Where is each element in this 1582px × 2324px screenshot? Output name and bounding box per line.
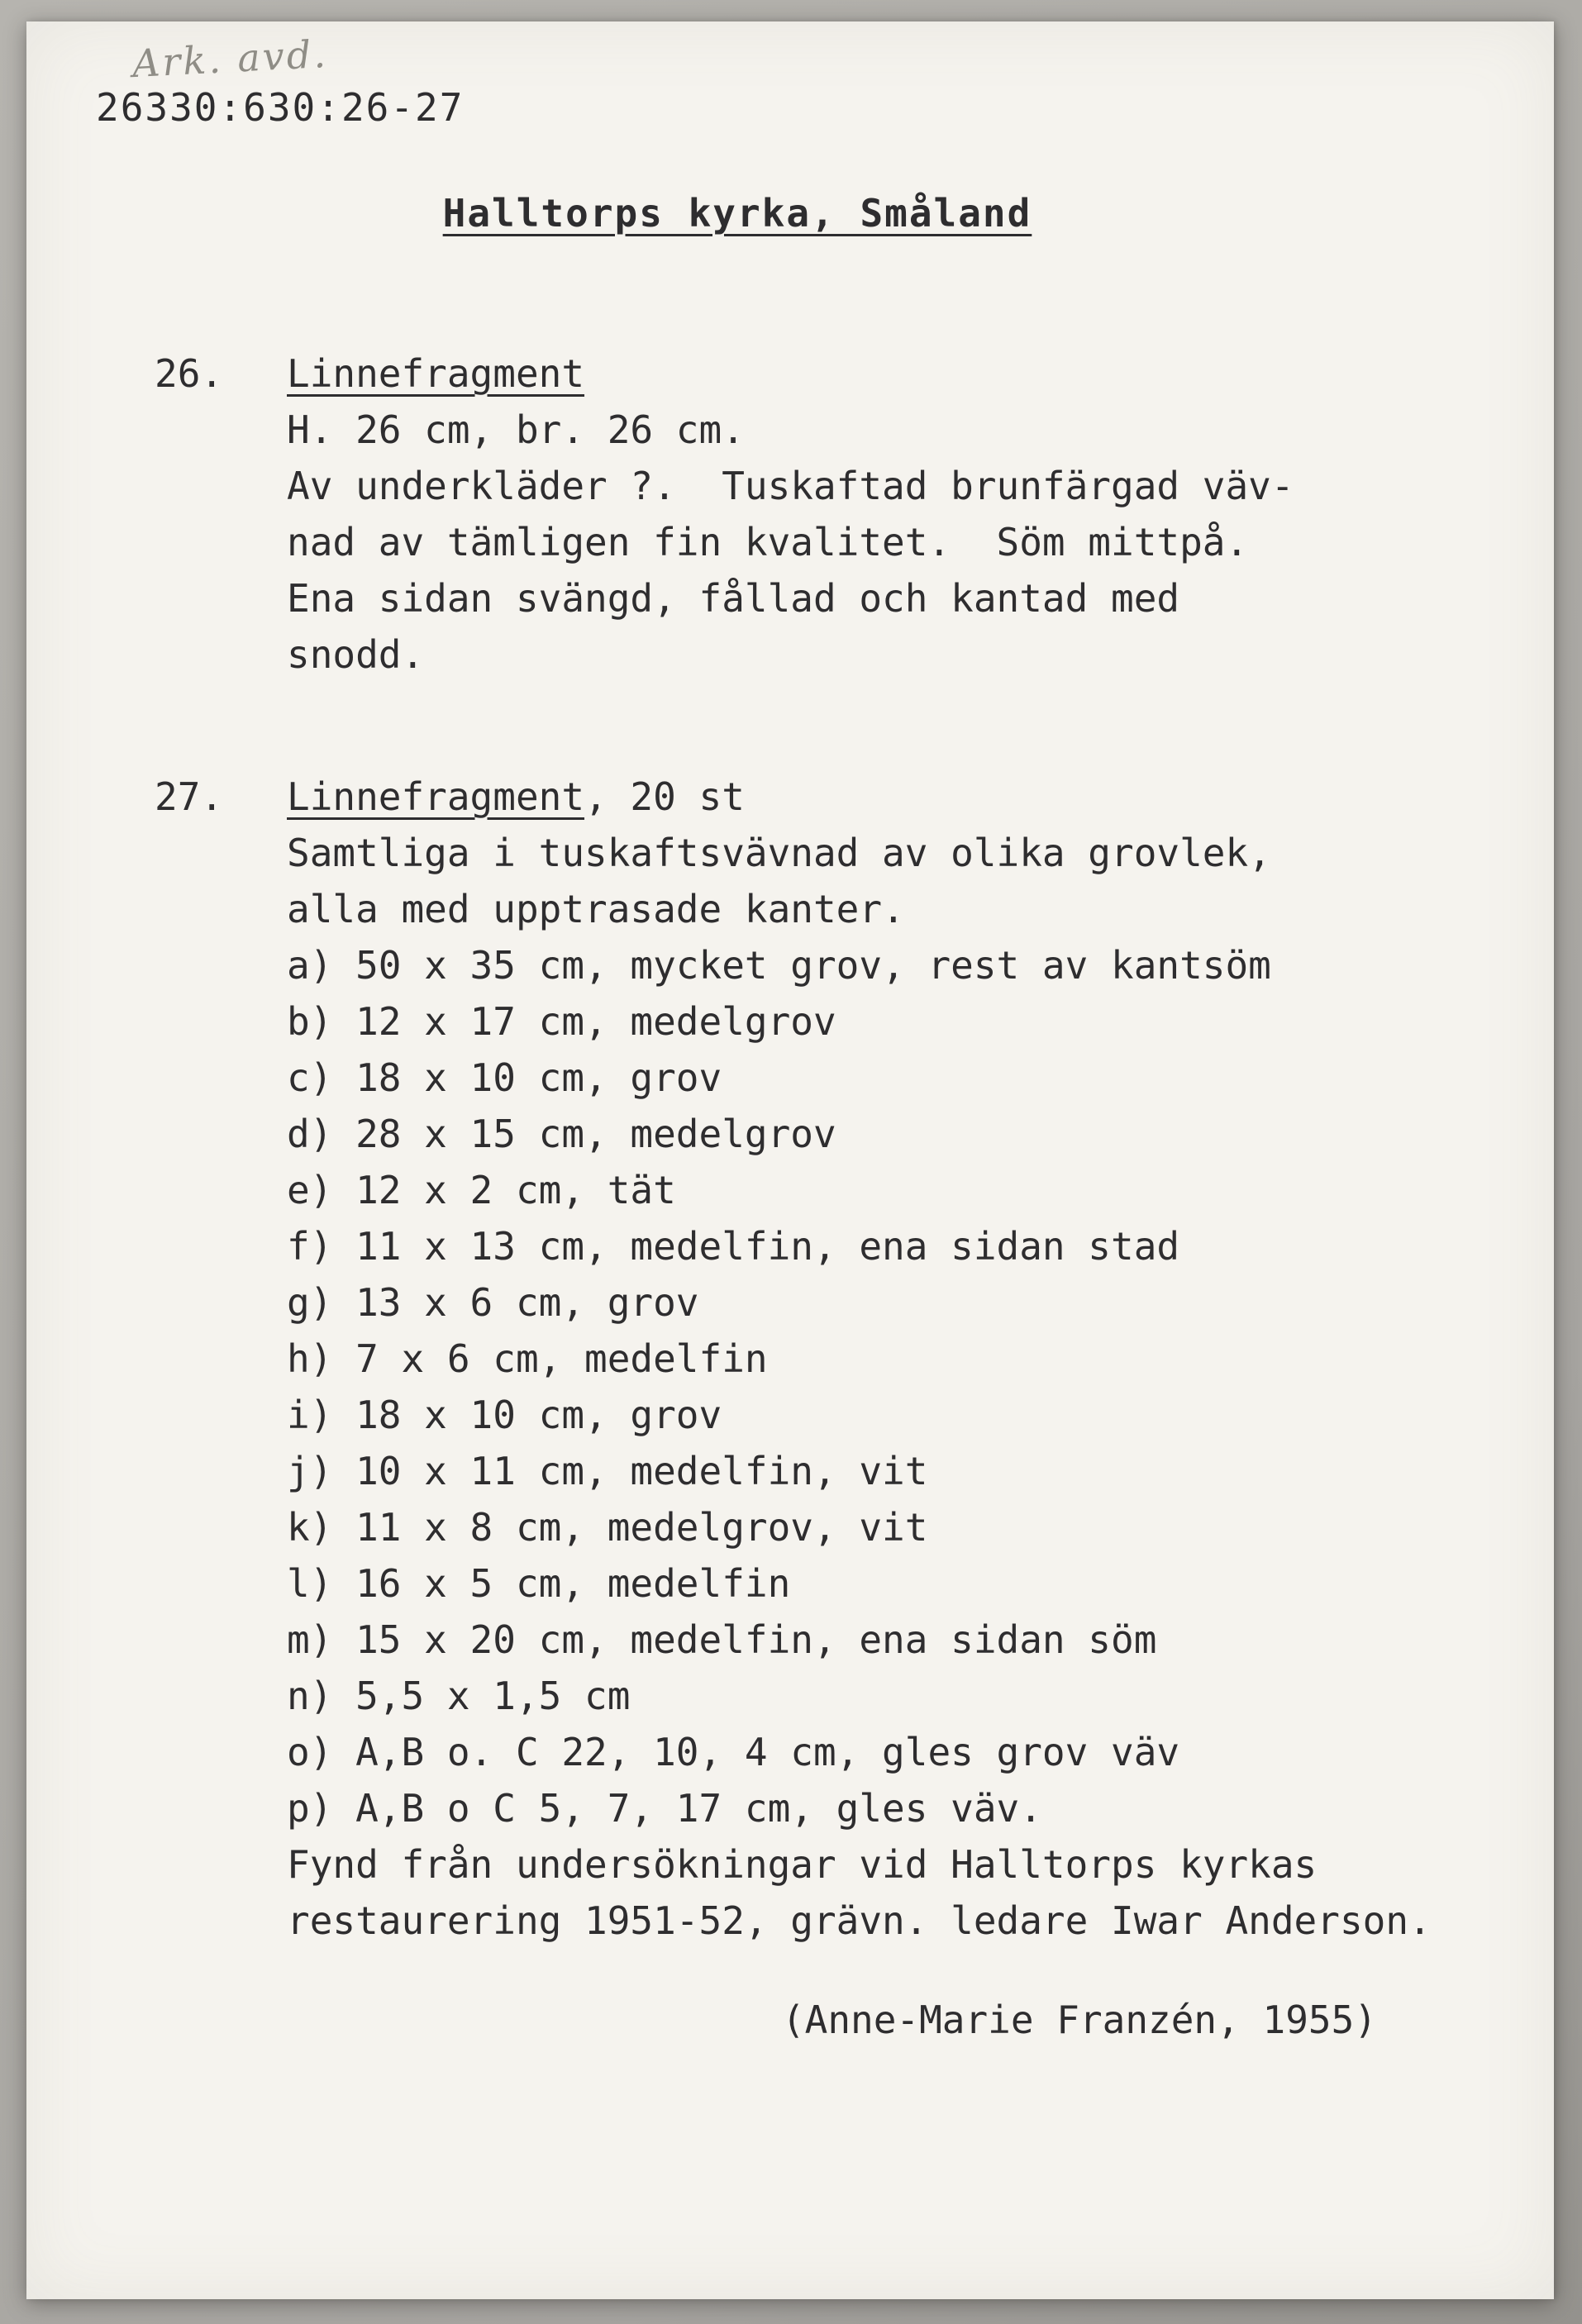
item-line-f: f) 11 x 13 cm, medelfin, ena sidan stad bbox=[287, 1224, 1180, 1269]
entry-27-intro-line: alla med upptrasade kanter. bbox=[287, 887, 905, 931]
entry-27-heading-suffix: , 20 st bbox=[584, 774, 745, 819]
entry-27-number: 27. bbox=[155, 774, 224, 819]
attribution: (Anne-Marie Franzén, 1955) bbox=[781, 1998, 1377, 2042]
entry-27-heading-line bbox=[287, 769, 1554, 825]
item-line-d: d) 28 x 15 cm, medelgrov bbox=[287, 1112, 836, 1156]
entry-26-number: 26. bbox=[155, 351, 224, 396]
entries bbox=[26, 345, 1554, 2048]
title-row bbox=[0, 185, 1501, 241]
entry-26-line: Ena sidan svängd, fållad och kantad med bbox=[287, 576, 1180, 621]
entry-26 bbox=[26, 345, 1554, 683]
handwritten-note: Ark. avd. bbox=[131, 31, 330, 87]
item-line-m: m) 15 x 20 cm, medelfin, ena sidan söm bbox=[287, 1617, 1157, 1662]
item-line-e: e) 12 x 2 cm, tät bbox=[287, 1168, 676, 1212]
entry-27-intro-line: Samtliga i tuskaftsvävnad av olika grovlek, bbox=[287, 831, 1271, 875]
closing-line: Fynd från undersökningar vid Halltorps kyrkas bbox=[287, 1842, 1318, 1887]
archive-number: 26330:630:26-27 bbox=[96, 85, 465, 130]
entry-26-line: Av underkläder ?. Tuskaftad brunfärgad väv- bbox=[287, 464, 1294, 508]
entry-27-content bbox=[287, 769, 1554, 1949]
entry-26-heading-line bbox=[287, 345, 1554, 402]
item-line-a: a) 50 x 35 cm, mycket grov, rest av kantsöm bbox=[287, 943, 1271, 988]
entry-26-line: H. 26 cm, br. 26 cm. bbox=[287, 407, 745, 452]
item-line-j: j) 10 x 11 cm, medelfin, vit bbox=[287, 1449, 928, 1493]
closing-line: restaurering 1951-52, grävn. ledare Iwar Anderson. bbox=[287, 1898, 1432, 1943]
item-line-p: p) A,B o C 5, 7, 17 cm, gles väv. bbox=[287, 1786, 1042, 1831]
item-line-i: i) 18 x 10 cm, grov bbox=[287, 1393, 722, 1437]
item-line-n: n) 5,5 x 1,5 cm bbox=[287, 1674, 631, 1718]
item-line-l: l) 16 x 5 cm, medelfin bbox=[287, 1561, 791, 1606]
item-line-o: o) A,B o. C 22, 10, 4 cm, gles grov väv bbox=[287, 1730, 1180, 1774]
entry-26-content bbox=[287, 345, 1554, 683]
page-title: Halltorps kyrka, Småland bbox=[442, 191, 1032, 236]
entry-26-heading: Linnefragment bbox=[287, 351, 585, 396]
entry-27 bbox=[26, 769, 1554, 1949]
item-line-h: h) 7 x 6 cm, medelfin bbox=[287, 1336, 768, 1381]
item-line-c: c) 18 x 10 cm, grov bbox=[287, 1055, 722, 1100]
item-line-b: b) 12 x 17 cm, medelgrov bbox=[287, 999, 836, 1044]
item-line-k: k) 11 x 8 cm, medelgrov, vit bbox=[287, 1505, 928, 1550]
entry-26-line: snodd. bbox=[287, 632, 425, 677]
entry-26-line: nad av tämligen fin kvalitet. Söm mittpå. bbox=[287, 520, 1249, 564]
document-scan-paper bbox=[26, 21, 1554, 2299]
item-line-g: g) 13 x 6 cm, grov bbox=[287, 1280, 699, 1325]
entry-27-heading: Linnefragment bbox=[287, 774, 585, 819]
